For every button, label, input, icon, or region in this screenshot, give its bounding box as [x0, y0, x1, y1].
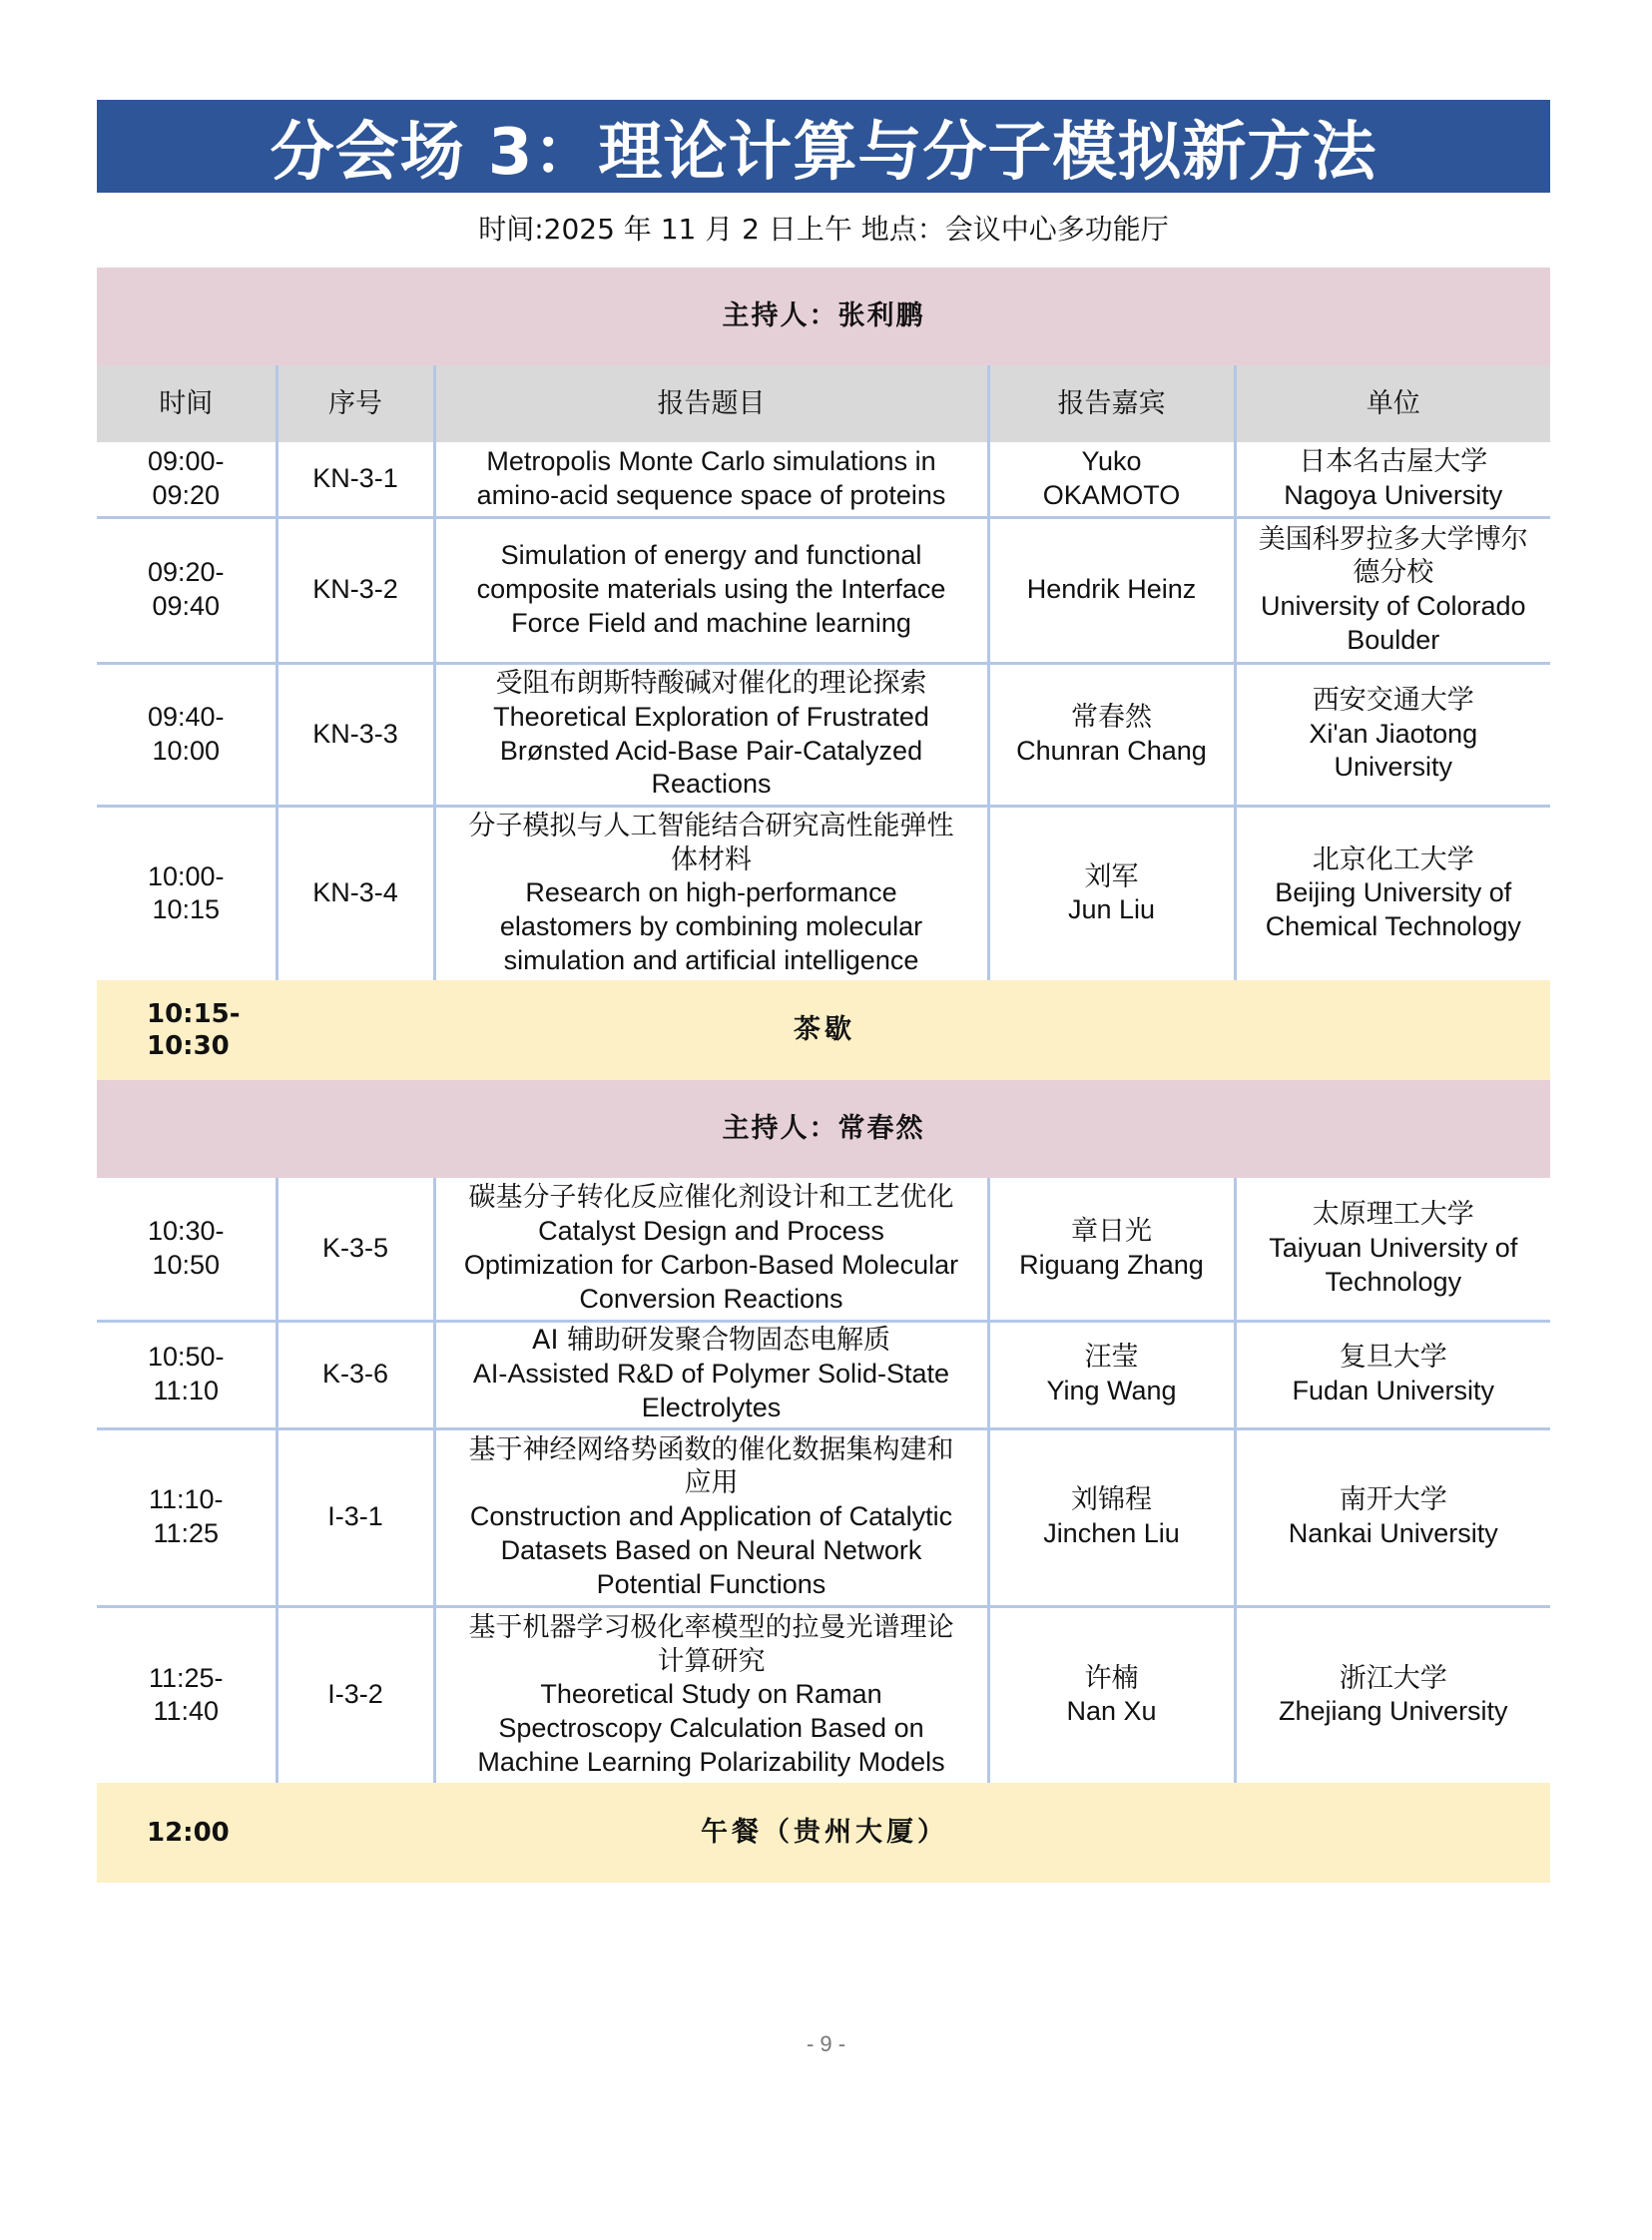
talk-title-line: Machine Learning Polarizability Models: [477, 1746, 945, 1777]
talk-id: KN-3-2: [276, 517, 434, 663]
talk-speaker-line: OKAMOTO: [1042, 479, 1181, 510]
tea-break-row-label: 茶歇: [276, 980, 1550, 1080]
header-unit: 单位: [1235, 365, 1550, 442]
lunch-row-time: [97, 1783, 276, 1883]
talk-id: K-3-5: [276, 1178, 434, 1321]
talk-title-line: 基于机器学习极化率模型的拉曼光谱理论: [468, 1611, 954, 1643]
talk-speaker-line: Hendrik Heinz: [1026, 574, 1197, 605]
talk-title-line: Theoretical Study on Raman: [540, 1679, 882, 1710]
talk-speaker-line: Jun Liu: [1067, 894, 1156, 925]
talk-row: [97, 442, 1550, 517]
tea-break-row: [97, 980, 1550, 1080]
talk-title-line: Catalyst Design and Process: [538, 1216, 884, 1246]
talk-unit-line: 日本名古屋大学: [1299, 446, 1488, 477]
talk-title-line: Optimization for Carbon-Based Molecular: [463, 1249, 959, 1280]
talk-speaker: [988, 1178, 1235, 1321]
talk-unit-line: 南开大学: [1339, 1484, 1447, 1516]
talk-speaker-line: 汪莹: [1084, 1342, 1139, 1374]
talk-speaker: [988, 1321, 1235, 1428]
talk-time: [97, 1428, 276, 1606]
talk-title-line: Simulation of energy and functional: [500, 540, 922, 571]
talk-row: [97, 1178, 1550, 1321]
talk-unit-line: 北京化工大学: [1312, 843, 1474, 875]
talk-row: [97, 1606, 1550, 1783]
talk-speaker: [988, 806, 1235, 980]
talk-unit-line: Fudan University: [1292, 1376, 1495, 1405]
tea-break-row-time-line: 10:15-: [147, 998, 241, 1029]
talk-title-line: 受阻布朗斯特酸碱对催化的理论探索: [495, 668, 927, 699]
talk-unit: [1235, 1178, 1550, 1321]
talk-title-line: Force Field and machine learning: [511, 607, 911, 638]
talk-unit-line: 浙江大学: [1339, 1662, 1447, 1694]
talk-id: KN-3-1: [276, 442, 434, 517]
talk-time: [97, 517, 276, 663]
talk-speaker-line: Ying Wang: [1046, 1376, 1177, 1405]
talk-time-line: 09:00-: [147, 446, 225, 476]
talk-title-line: 体材料: [671, 843, 752, 875]
talk-speaker-line: Riguang Zhang: [1019, 1249, 1204, 1280]
talk-speaker-line: 常春然: [1071, 701, 1152, 733]
talk-title-line: 分子模拟与人工智能结合研究高性能弹性: [468, 810, 954, 841]
talk-time-line: 09:40-: [147, 701, 225, 732]
talk-time-line: 10:15: [152, 894, 221, 925]
talk-unit-line: University of Colorado: [1260, 591, 1526, 621]
talk-speaker-line: 刘锦程: [1071, 1484, 1152, 1516]
session-title: 分会场 3：理论计算与分子模拟新方法: [270, 115, 1377, 190]
talk-title: [434, 1428, 988, 1606]
talk-title-line: Spectroscopy Calculation Based on: [498, 1713, 924, 1744]
talk-id: KN-3-3: [276, 663, 434, 806]
host-row: [97, 268, 1550, 365]
talk-title-line: Reactions: [651, 769, 772, 800]
talk-speaker: [988, 442, 1235, 517]
talk-speaker-line: Yuko: [1081, 446, 1142, 476]
talk-unit: [1235, 806, 1550, 980]
talk-unit-line: 太原理工大学: [1312, 1199, 1474, 1231]
talk-title: [434, 663, 988, 806]
talk-title-line: elastomers by combining molecular: [499, 911, 923, 942]
talk-unit-line: 美国科罗拉多大学博尔: [1258, 523, 1528, 555]
talk-unit: [1235, 1428, 1550, 1606]
lunch-row-label: 午餐（贵州大厦）: [276, 1783, 1550, 1883]
time-location: 时间:2025 年 11 月 2 日上午 地点：会议中心多功能厅: [478, 213, 1169, 246]
talk-title: [434, 1321, 988, 1428]
talk-id: K-3-6: [276, 1321, 434, 1428]
header-time: 时间: [97, 365, 276, 442]
talk-time-line: 09:20-: [147, 557, 225, 588]
talk-title-line: Brønsted Acid-Base Pair-Catalyzed: [499, 735, 923, 766]
header-id: 序号: [276, 365, 434, 442]
talk-time: [97, 1178, 276, 1321]
lunch-row: [97, 1783, 1550, 1883]
talk-row: [97, 663, 1550, 806]
talk-unit-line: Chemical Technology: [1265, 911, 1521, 942]
talk-title-line: 计算研究: [657, 1645, 766, 1677]
header-title: 报告题目: [434, 365, 988, 442]
talk-unit-line: 复旦大学: [1339, 1342, 1447, 1374]
talk-title-line: amino-acid sequence space of proteins: [476, 479, 946, 510]
talk-unit-line: Technology: [1325, 1266, 1462, 1297]
talk-unit: [1235, 663, 1550, 806]
talk-time-line: 11:25: [153, 1518, 220, 1548]
talk-title: [434, 1606, 988, 1783]
talk-title: [434, 517, 988, 663]
talk-unit: [1235, 517, 1550, 663]
header-speaker: 报告嘉宾: [988, 365, 1235, 442]
talk-time-line: 11:25-: [148, 1662, 224, 1693]
talk-unit: [1235, 442, 1550, 517]
talk-id: I-3-1: [276, 1428, 434, 1606]
tea-break-row-time: [97, 980, 276, 1080]
talk-title-line: Metropolis Monte Carlo simulations in: [486, 446, 936, 476]
talk-time-line: 10:00-: [147, 860, 225, 891]
talk-row: [97, 806, 1550, 980]
host-name: 主持人：常春然: [97, 1080, 1550, 1178]
talk-unit-line: 德分校: [1353, 557, 1434, 589]
talk-title-line: 基于神经网络势函数的催化数据集构建和: [468, 1433, 954, 1465]
talk-time: [97, 1606, 276, 1783]
talk-speaker-line: 刘军: [1084, 860, 1139, 892]
talk-title-line: Research on high-performance: [525, 877, 897, 908]
talk-time: [97, 663, 276, 806]
talk-unit-line: Nagoya University: [1284, 479, 1503, 510]
talk-time: [97, 1321, 276, 1428]
talk-unit-line: Beijing University of: [1275, 877, 1512, 908]
talk-speaker: [988, 1606, 1235, 1783]
talk-id: I-3-2: [276, 1606, 434, 1783]
talk-time-line: 10:00: [152, 735, 221, 766]
talk-title-line: Electrolytes: [641, 1392, 782, 1422]
talk-time-line: 11:10-: [148, 1484, 224, 1515]
talk-speaker: [988, 1428, 1235, 1606]
talk-speaker-line: Chunran Chang: [1016, 735, 1207, 766]
talk-unit-line: Boulder: [1347, 624, 1440, 655]
talk-unit: [1235, 1321, 1550, 1428]
talk-unit-line: Taiyuan University of: [1269, 1232, 1518, 1263]
talk-title-line: Conversion Reactions: [579, 1283, 843, 1314]
talk-row: [97, 517, 1550, 663]
talk-id: KN-3-4: [276, 806, 434, 980]
host-row: [97, 1080, 1550, 1178]
tea-break-row-time-line: 10:30: [147, 1031, 230, 1061]
talk-title-line: AI-Assisted R&D of Polymer Solid-State: [472, 1359, 950, 1390]
talk-speaker-line: Jinchen Liu: [1043, 1518, 1180, 1548]
talk-title-line: Datasets Based on Neural Network: [500, 1534, 922, 1565]
header-row: [97, 365, 1550, 442]
talk-row: [97, 1428, 1550, 1606]
talk-time-line: 10:50-: [147, 1342, 225, 1373]
talk-unit-line: 西安交通大学: [1312, 684, 1474, 716]
talk-time-line: 11:10: [153, 1376, 220, 1405]
talk-title-line: composite materials using the Interface: [476, 574, 946, 605]
talk-speaker-line: 章日光: [1071, 1216, 1152, 1247]
host-name: 主持人：张利鹏: [97, 268, 1550, 365]
talk-unit-line: University: [1334, 752, 1453, 783]
talk-title: [434, 806, 988, 980]
talk-time: [97, 442, 276, 517]
page-number: - 9 -: [806, 2031, 846, 2056]
talk-title-line: AI 辅助研发聚合物固态电解质: [531, 1325, 890, 1357]
talk-title: [434, 442, 988, 517]
talk-row: [97, 1321, 1550, 1428]
session-banner: [97, 100, 1550, 193]
talk-time-line: 09:40: [152, 591, 221, 621]
talk-time-line: 09:20: [152, 479, 221, 510]
talk-unit-line: Xi'an Jiaotong: [1309, 718, 1478, 749]
talk-time-line: 11:40: [153, 1696, 220, 1727]
talk-title-line: simulation and artificial intelligence: [503, 944, 919, 975]
talk-speaker: [988, 663, 1235, 806]
talk-unit-line: Zhejiang University: [1278, 1696, 1508, 1727]
talk-unit-line: Nankai University: [1288, 1518, 1498, 1548]
talk-time-line: 10:30-: [147, 1216, 225, 1246]
talk-title-line: Potential Functions: [596, 1568, 826, 1599]
talk-title-line: 碳基分子转化反应催化剂设计和工艺优化: [468, 1182, 954, 1214]
talk-speaker-line: Nan Xu: [1066, 1696, 1157, 1727]
talk-title-line: Construction and Application of Catalytic: [469, 1501, 953, 1532]
talk-unit: [1235, 1606, 1550, 1783]
talk-time: [97, 806, 276, 980]
talk-title: [434, 1178, 988, 1321]
schedule-table: [97, 268, 1550, 1883]
talk-title-line: Theoretical Exploration of Frustrated: [493, 701, 929, 732]
talk-time-line: 10:50: [152, 1249, 221, 1280]
lunch-row-time-line: 12:00: [147, 1817, 230, 1848]
talk-speaker: [988, 517, 1235, 663]
talk-speaker-line: 许楠: [1084, 1662, 1139, 1694]
talk-title-line: 应用: [684, 1467, 739, 1499]
